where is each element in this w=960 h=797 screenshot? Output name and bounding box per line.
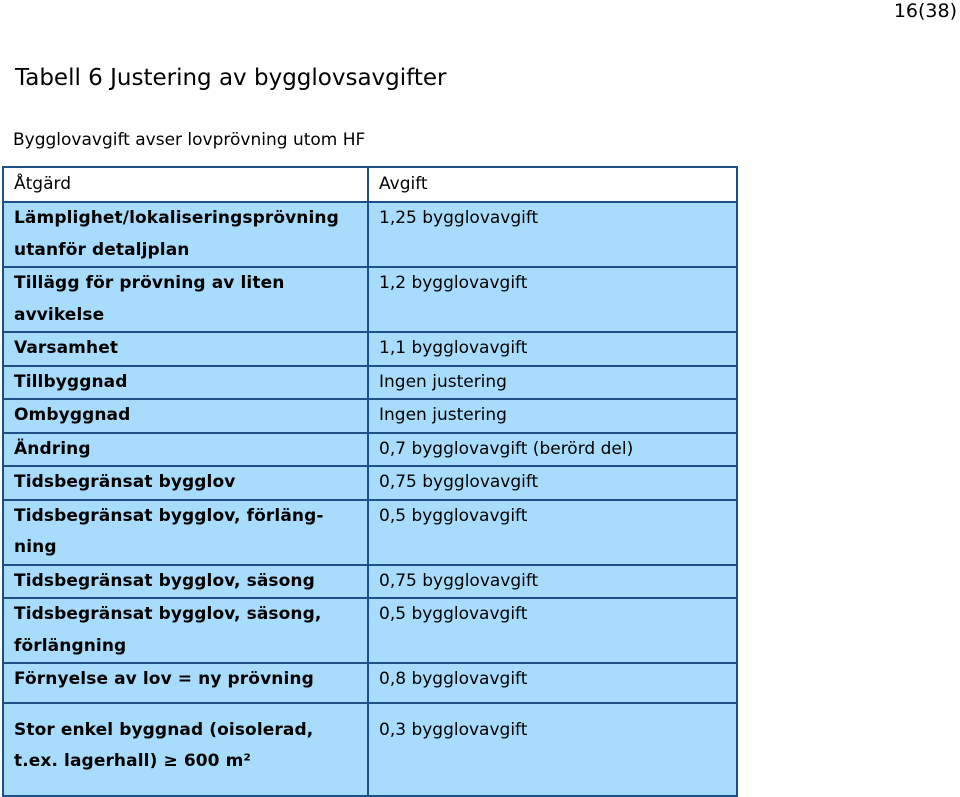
row-action: Ombyggnad (3, 399, 368, 433)
row-action: Tidsbegränsat bygglov, säsong (3, 565, 368, 599)
row-fee: 0,3 bygglovavgift (368, 703, 737, 796)
row-fee: Ingen justering (368, 399, 737, 433)
table-row (3, 202, 737, 267)
row-action: Tidsbegränsat bygglov, förläng-ning (3, 500, 368, 565)
table-row (3, 500, 737, 565)
table-row (3, 267, 737, 332)
row-action: Tillägg för prövning av liten avvikelse (3, 267, 368, 332)
row-fee: Ingen justering (368, 366, 737, 400)
fee-adjustment-table (2, 166, 738, 797)
row-fee: 1,2 bygglovavgift (368, 267, 737, 332)
table-title: Tabell 6 Justering av bygglovsavgifter (15, 65, 447, 91)
row-action: Stor enkel byggnad (oisolerad, t.ex. lagerhall) ≥ 600 m² (3, 703, 368, 796)
row-action: Ändring (3, 433, 368, 467)
table-row (3, 466, 737, 500)
row-fee: 0,75 bygglovavgift (368, 565, 737, 599)
row-action: Tidsbegränsat bygglov, säsong, förlängning (3, 598, 368, 663)
table-row (3, 332, 737, 366)
row-fee: 0,5 bygglovavgift (368, 500, 737, 565)
row-action: Varsamhet (3, 332, 368, 366)
page-number: 16(38) (893, 0, 957, 22)
row-action: Tidsbegränsat bygglov (3, 466, 368, 500)
table-row (3, 399, 737, 433)
row-action: Tillbyggnad (3, 366, 368, 400)
header-fee: Avgift (368, 167, 737, 202)
row-fee: 1,1 bygglovavgift (368, 332, 737, 366)
table-row (3, 565, 737, 599)
row-action: Förnyelse av lov = ny prövning (3, 663, 368, 703)
table-row (3, 598, 737, 663)
row-fee: 0,5 bygglovavgift (368, 598, 737, 663)
row-fee: 0,75 bygglovavgift (368, 466, 737, 500)
row-fee: 0,8 bygglovavgift (368, 663, 737, 703)
row-fee: 0,7 bygglovavgift (berörd del) (368, 433, 737, 467)
table-row (3, 433, 737, 467)
table-row (3, 366, 737, 400)
row-action: Lämplighet/lokaliseringsprövning utanför detaljplan (3, 202, 368, 267)
table-row (3, 703, 737, 796)
table-row (3, 663, 737, 703)
header-action: Åtgärd (3, 167, 368, 202)
row-fee: 1,25 bygglovavgift (368, 202, 737, 267)
table-subtitle: Bygglovavgift avser lovprövning utom HF (13, 130, 366, 150)
table-header-row (3, 167, 737, 202)
